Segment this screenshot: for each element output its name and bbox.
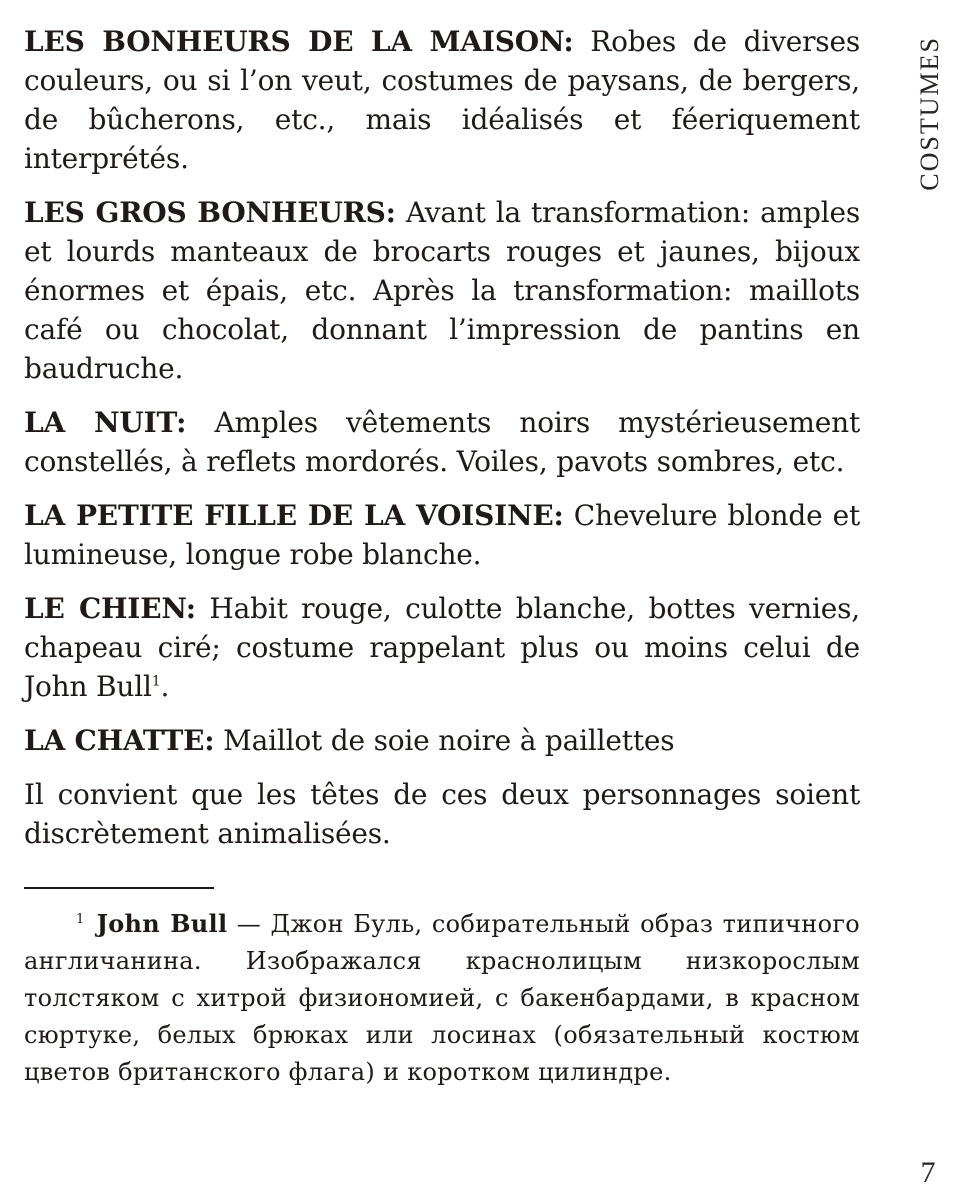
footnote-marker: 1 [76, 912, 85, 927]
entry-term: LA PETITE FILLE DE LA VOISINE: [24, 499, 564, 532]
entry-text: Amples vêtements noirs mystérieusement constellés, à reflets mordorés. Voiles, pavots sombres, etc. [24, 406, 861, 478]
page-number: 7 [920, 1156, 936, 1189]
running-header [910, 28, 950, 198]
costume-entry-gros-bonheurs [24, 193, 860, 388]
footnote-reference[interactable]: 1 [151, 673, 161, 690]
costume-entry-chatte [24, 721, 860, 760]
entry-term: LA CHATTE: [24, 724, 215, 757]
costume-entry-bonheurs-maison [24, 22, 860, 178]
closing-paragraph: Il convient que les têtes de ces deux personnages soient discrètement animalisées. [24, 778, 860, 850]
entry-text: Habit rouge, culotte blanche, bottes vernies, chapeau ciré; costume rappelant plus ou moins celui de John Bull [24, 592, 860, 703]
footnote [24, 905, 860, 1091]
footnote-term: John Bull [96, 909, 228, 938]
entry-term: LA NUIT: [24, 406, 187, 439]
costume-entry-chien [24, 589, 860, 706]
entry-text: Avant la transformation: amples et lourds manteaux de brocarts rouges et jaunes, bijoux énormes et épais, etc. Après la transformation: maillots café ou chocolat, donnant l’impression de pantins en baudruche. [24, 196, 860, 385]
entry-text: Maillot de soie noire à paillettes [214, 724, 675, 757]
footnote-divider [24, 887, 214, 889]
page-body [24, 22, 860, 1091]
section-label: COSTUMES [915, 35, 944, 191]
entry-text: Robes de diverses couleurs, ou si l’on veut, costumes de paysans, de bergers, de bûcherons, etc., mais idéalisés et féeriquement interprétés. [24, 25, 860, 175]
entry-text: Chevelure blonde et lumineuse, longue robe blanche. [24, 499, 860, 571]
entry-term: LE CHIEN: [24, 592, 196, 625]
costume-entry-nuit [24, 403, 860, 481]
entry-term: LES GROS BONHEURS: [24, 196, 396, 229]
footnote-text: — Джон Буль, собирательный образ типичного англичанина. Изображался краснолицым низкорослым толстяком с хитрой физиономией, с бакенбардами, в красном сюртуке, белых брюках или лосинах (обязательный костюм цветов британского флага) и коротком цилиндре. [24, 910, 860, 1086]
entry-text-end: . [160, 670, 170, 703]
entry-term: LES BONHEURS DE LA MAISON: [24, 25, 574, 58]
costume-entry-petite-fille [24, 496, 860, 574]
